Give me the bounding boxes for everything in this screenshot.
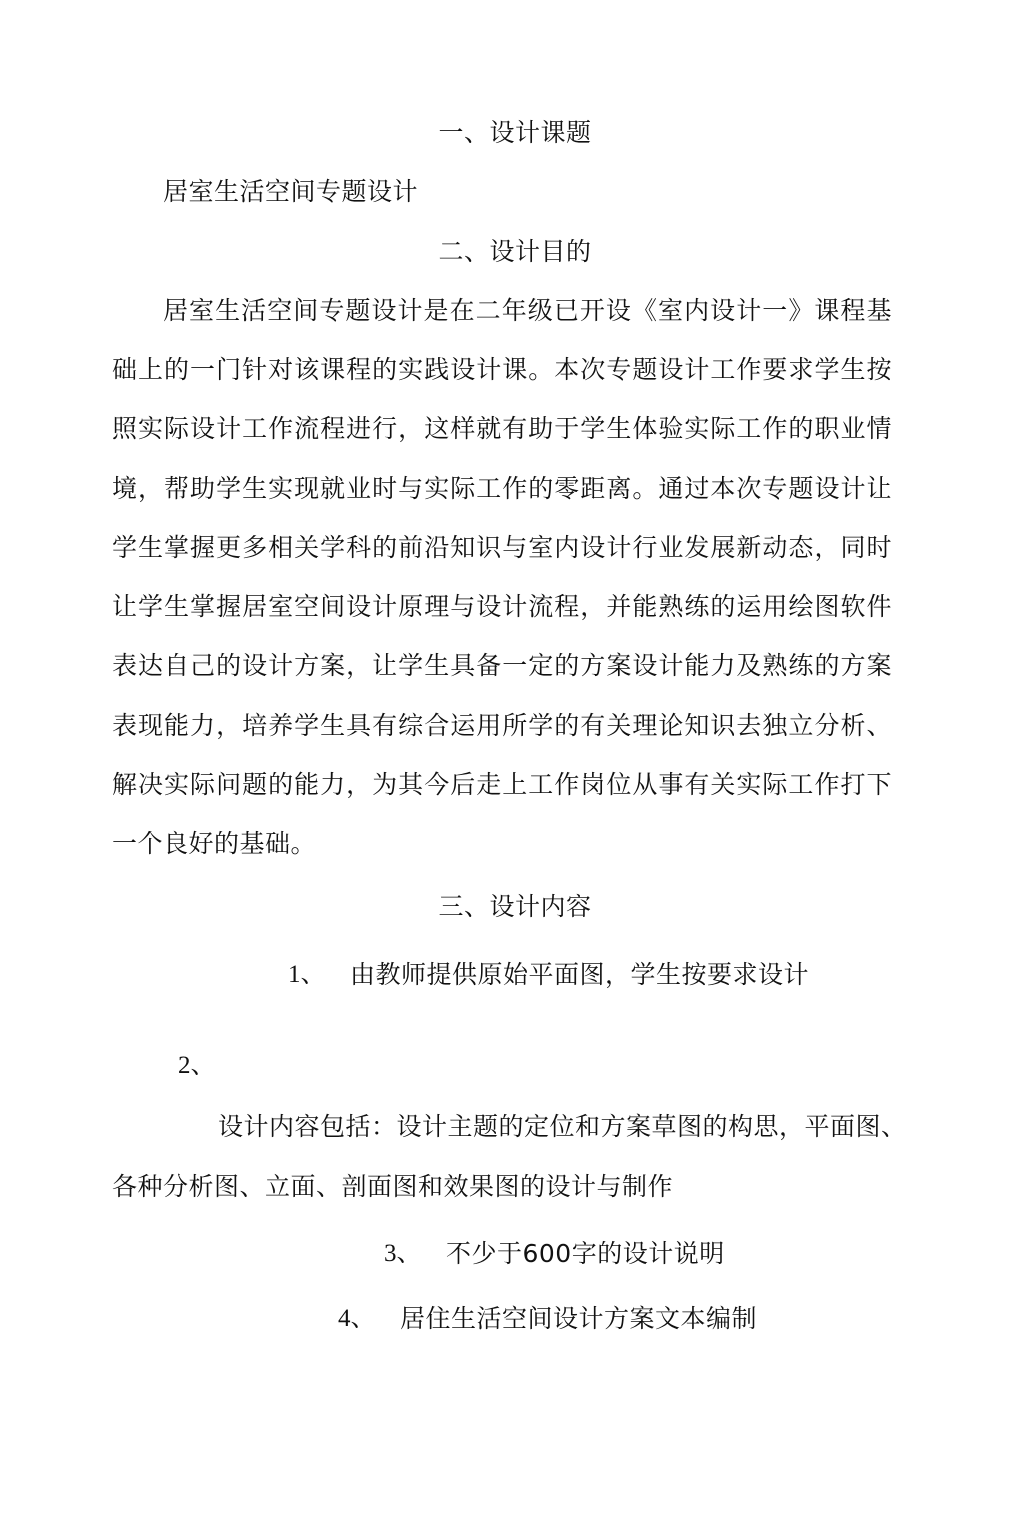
item-number: 4、 (338, 1305, 376, 1332)
paragraph-line: 解决实际问题的能力，为其今后走上工作岗位从事有关实际工作打下 (112, 770, 892, 799)
section-1-heading: 一、设计课题 (438, 118, 592, 147)
paragraph-line: 让学生掌握居室空间设计原理与设计流程，并能熟练的运用绘图软件 (112, 592, 892, 621)
paragraph-line: 照实际设计工作流程进行，这样就有助于学生体验实际工作的职业情 (112, 414, 892, 443)
paragraph-line: 居室生活空间专题设计是在二年级已开设《室内设计一》课程基 (163, 296, 892, 325)
paragraph-line-last: 一个良好的基础。 (112, 829, 317, 858)
section-2-heading: 二、设计目的 (438, 237, 592, 266)
paragraph-line: 表达自己的设计方案，让学生具备一定的方案设计能力及熟练的方案 (112, 651, 892, 680)
item-text: 由教师提供原始平面图，学生按要求设计 (350, 960, 810, 989)
section-3-heading: 三、设计内容 (438, 892, 592, 921)
paragraph-line: 础上的一门针对该课程的实践设计课。本次专题设计工作要求学生按 (112, 355, 892, 384)
item-number: 1、 (288, 961, 326, 988)
item-number: 3、 (384, 1240, 422, 1267)
item-text: 不少于600字的设计说明 (446, 1239, 725, 1268)
item-number: 2、 (178, 1052, 216, 1079)
paragraph-line: 学生掌握更多相关学科的前沿知识与室内设计行业发展新动态，同时 (112, 533, 892, 562)
paragraph-line: 境，帮助学生实现就业时与实际工作的零距离。通过本次专题设计让 (112, 474, 892, 503)
item-text: 设计内容包括：设计主题的定位和方案草图的构思，平面图、 (218, 1112, 907, 1141)
item-text: 各种分析图、立面、剖面图和效果图的设计与制作 (112, 1172, 674, 1201)
item-text: 居住生活空间设计方案文本编制 (400, 1304, 758, 1333)
paragraph-line: 表现能力，培养学生具有综合运用所学的有关理论知识去独立分析、 (112, 711, 892, 740)
section-1-text: 居室生活空间专题设计 (163, 177, 419, 206)
